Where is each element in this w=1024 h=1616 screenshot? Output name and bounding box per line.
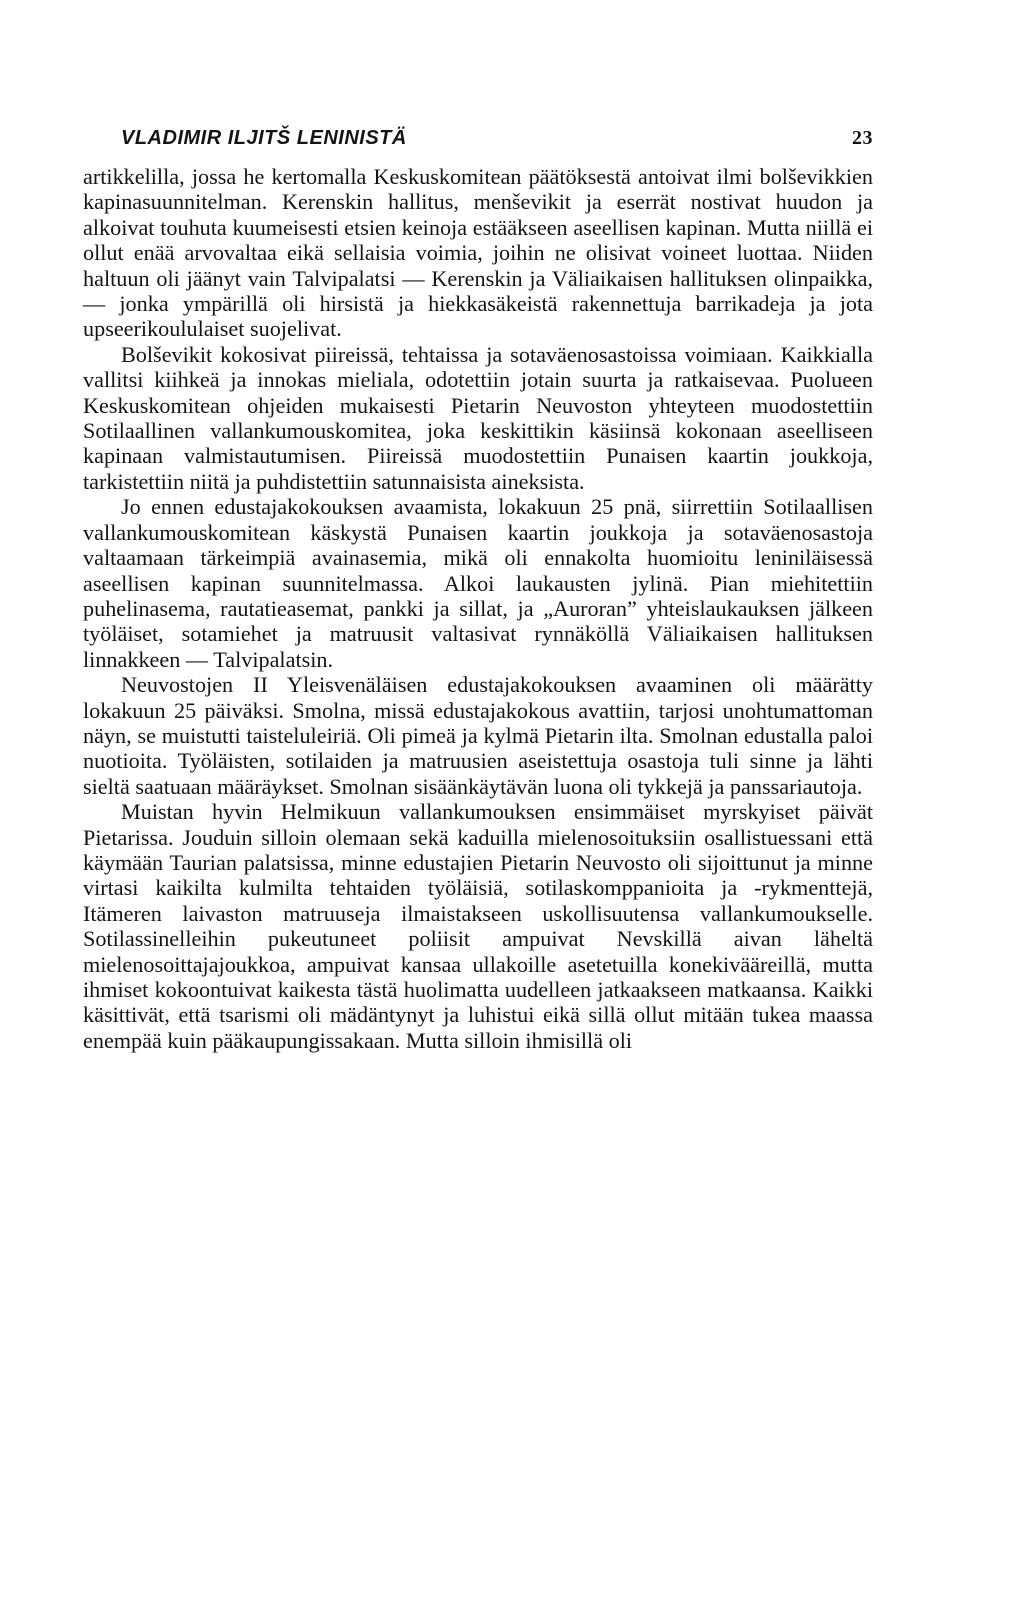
body-text — [83, 164, 873, 1053]
page-number: 23 — [852, 127, 873, 149]
paragraph-4: Neuvostojen II Yleisvenäläisen edustajakokouksen avaaminen oli määrätty lokakuun 25 päiväksi. Smolna, missä edustajakokous avattiin, tarjosi unohtumattoman näyn, se muistutti taisteluleiriä. Oli pimeä ja kylmä Pietarin ilta. Smolnan edustalla paloi nuotioita. Työläisten, sotilaiden ja matruusien aseistettuja osastoja tuli sinne ja lähti sieltä saatuaan määräykset. Smolnan sisäänkäytävän luona oli tykkejä ja panssariautoja. — [83, 672, 873, 799]
paragraph-5: Muistan hyvin Helmikuun vallankumouksen ensimmäiset myrskyiset päivät Pietarissa. Jouduin silloin olemaan sekä kaduilla mielenosoituksiin osallistuessani että käymään Taurian palatsissa, minne edustajien Pietarin Neuvosto oli sijoittunut ja minne virtasi kaikilta kulmilta tehtaiden työläisiä, sotilaskomppanioita ja -rykmenttejä, Itämeren laivaston matruuseja ilmaistakseen uskollisuutensa vallankumoukselle. Sotilassinelleihin pukeutuneet poliisit ampuivat Nevskillä aivan läheltä mielenosoittajajoukkoa, ampuivat kansaa ullakoille asetetuilla konekivääreillä, mutta ihmiset kokoontuivat kaikesta tästä huolimatta uudelleen jatkaakseen matkaansa. Kaikki käsittivät, että tsarismi oli mädäntynyt ja luhistui eikä sillä ollut mitään tukea maassa enempää kuin pääkaupungissakaan. Mutta silloin ihmisillä oli — [83, 799, 873, 1053]
paragraph-3: Jo ennen edustajakokouksen avaamista, lokakuun 25 pnä, siirrettiin Sotilaallisen vallankumouskomitean käskystä Punaisen kaartin joukkoja ja sotaväenosastoja valtaamaan tärkeimpiä avainasemia, mikä oli ennakolta huomioitu leniniläisessä aseellisen kapinan suunnitelmassa. Alkoi laukausten jylinä. Pian miehitettiin puhelinasema, rautatieasemat, pankki ja sillat, ja „Auroran” yhteislaukauksen jälkeen työläiset, sotamiehet ja matruusit valtasivat rynnäköllä Väliaikaisen hallituksen linnakkeen — Talvipalatsin. — [83, 494, 873, 672]
book-page — [83, 118, 873, 1053]
running-title: VLADIMIR ILJITŠ LENINISTÄ — [121, 127, 407, 149]
running-head — [83, 118, 873, 158]
paragraph-2: Bolševikit kokosivat piireissä, tehtaissa ja sotaväenosastoissa voimiaan. Kaikkialla vallitsi kiihkeä ja innokas mieliala, odotettiin jotain suurta ja ratkaisevaa. Puolueen Keskuskomitean ohjeiden mukaisesti Pietarin Neuvoston yhteyteen muodostettiin Sotilaallinen vallankumouskomitea, joka keskittikin käsiinsä kokonaan aseelliseen kapinaan valmistautumisen. Piireissä muodostettiin Punaisen kaartin joukkoja, tarkistettiin niitä ja puhdistettiin satunnaisista aineksista. — [83, 341, 873, 494]
paragraph-1: artikkelilla, jossa he kertomalla Keskuskomitean päätöksestä antoivat ilmi bolševikkien kapinasuunnitelman. Kerenskin hallitus, menševikit ja eserrät nostivat huudon ja alkoivat touhuta kuumeisesti etsien keinoja estääkseen aseellisen kapinan. Mutta niillä ei ollut enää arvovaltaa eikä sellaisia voimia, joihin ne olisivat voineet luottaa. Niiden haltuun oli jäänyt vain Talvipalatsi — Kerenskin ja Väliaikaisen hallituksen olinpaikka,— jonka ympärillä oli hirsistä ja hiekkasäkeistä rakennettuja barrikadeja ja jota upseerikoululaiset suojelivat. — [83, 164, 873, 342]
